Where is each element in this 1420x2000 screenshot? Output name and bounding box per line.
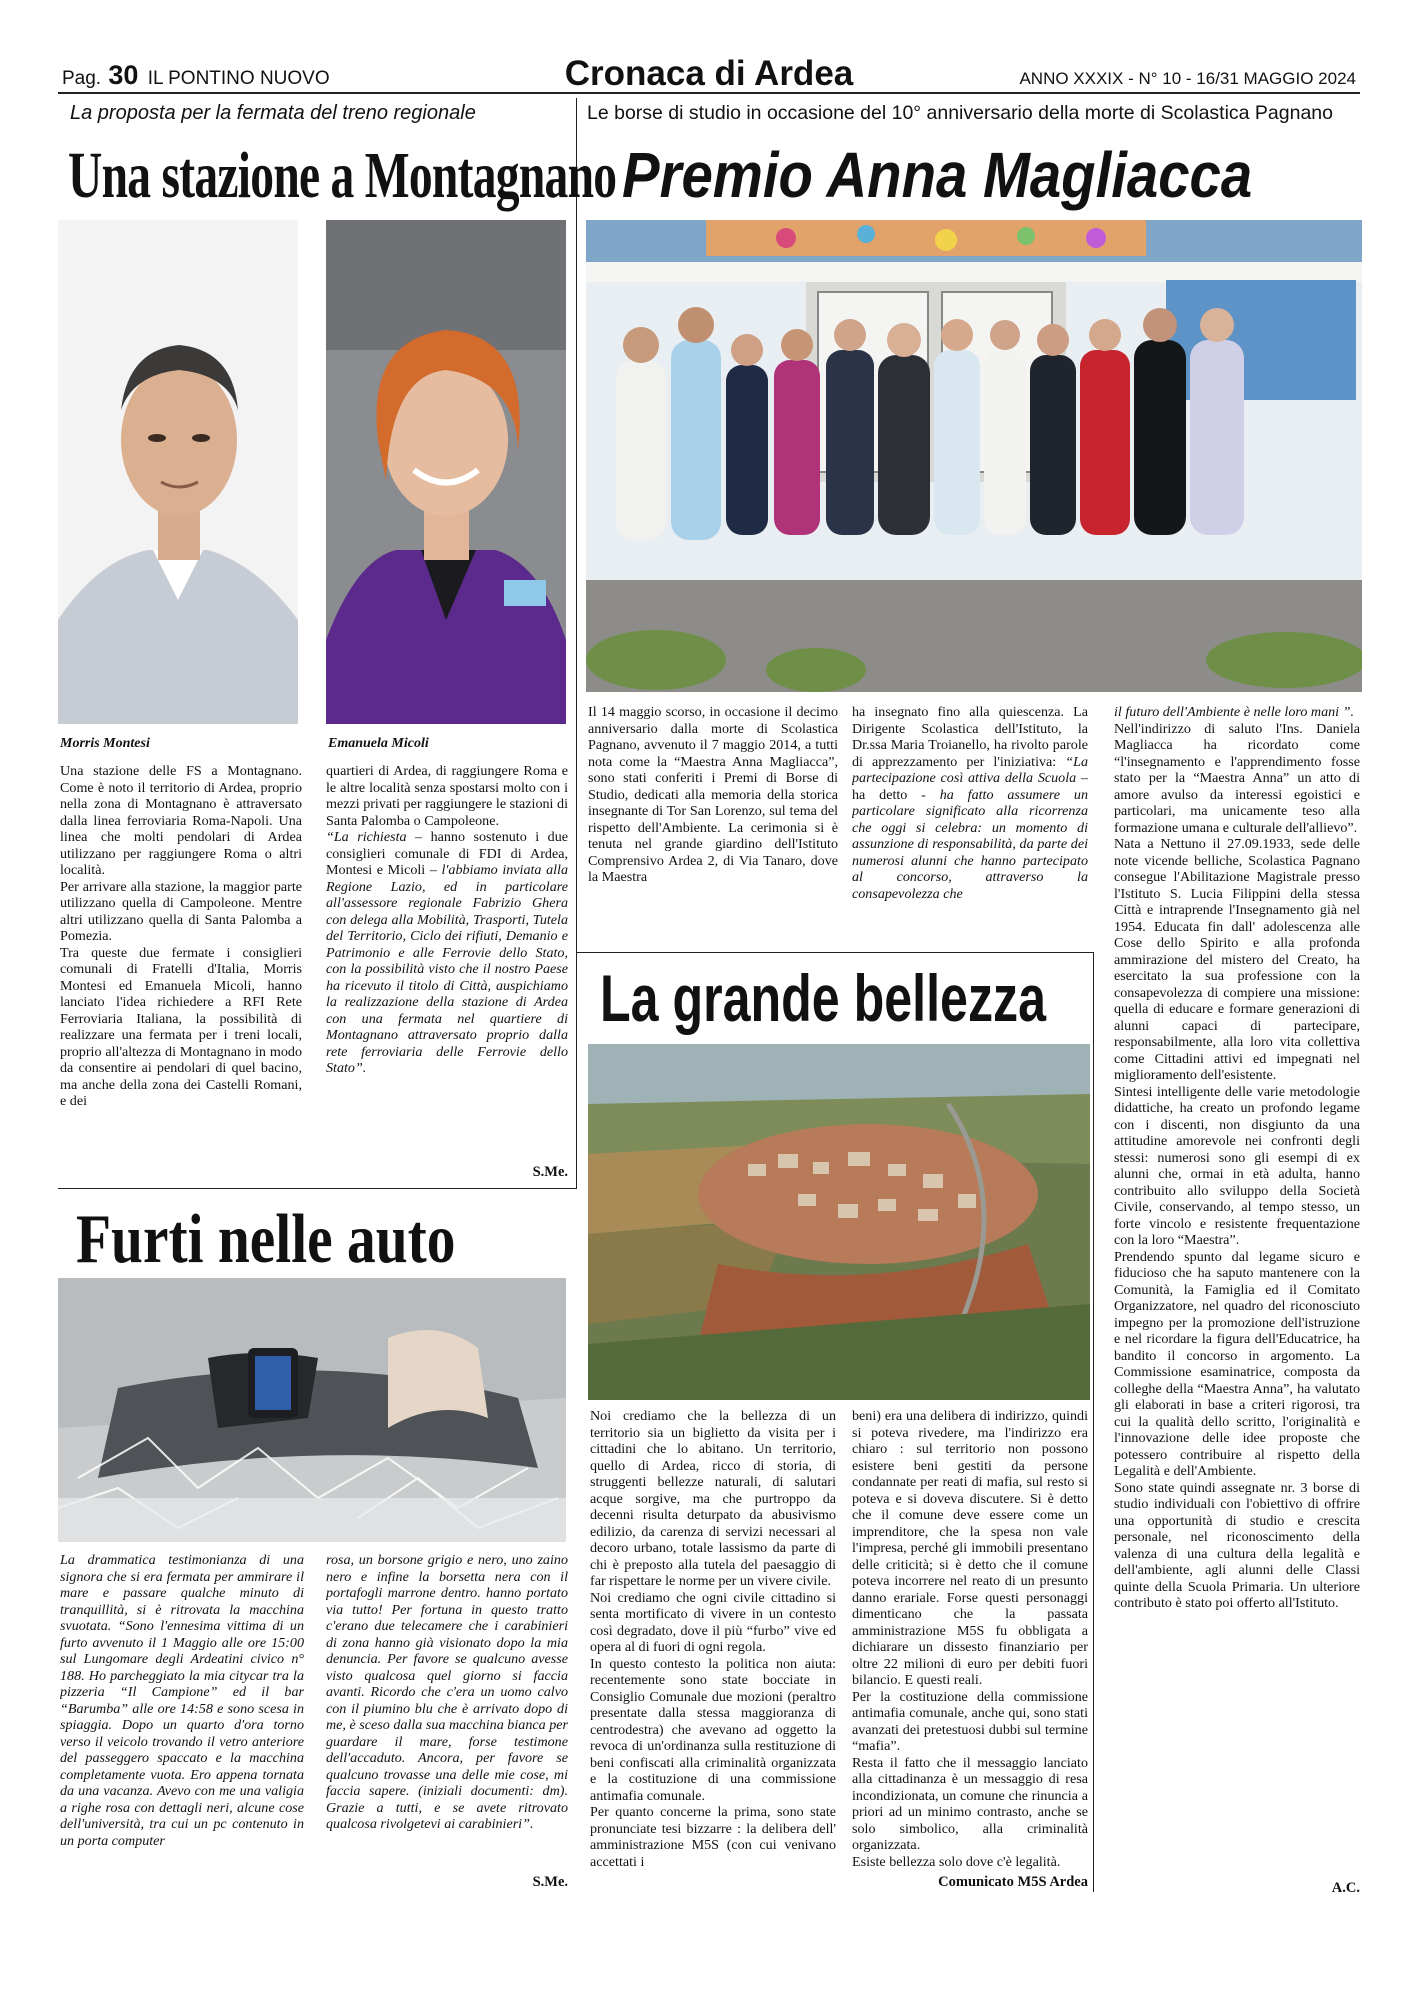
caption-emanuela-micoli: Emanuela Micoli [328,736,429,751]
column-rule [576,98,577,1188]
station-column-2 [326,763,568,1163]
paragraph: Nata a Nettuno il 27.09.1933, sede delle note vicende belliche, Scolastica Pagnano consegue l'Abilitazione Magistrale presso l'Istituto S. Lucia Filippini della stessa Città e intraprende l'Insegnamento già nel 1954. Educata fin dall' adolescenza alle Cose dello Spirito e alla profonda ammirazione del mistero del Creato, ha esercitato la sua professione con la consapevolezza di compiere una missione: quella di educare e formare generazioni di alunni capaci di partecipare, responsabilmente, alla loro vita collettiva come Cittadini attivi ed impegnati nel miglioramento dell'esistente. [1114,836,1360,1083]
photo-premio-group [586,220,1362,692]
paragraph: Nell'indirizzo di saluto l'Ins. Daniela Magliacca ha ricordato come “l'insegnamento e l'apprendimento fosse stato per la “Maestra Anna” un atto di amore avulso da interessi egoistici e particolari, ma unicamente teso alla formazione umana e culturale dell'allievo”. [1114,720,1360,836]
section-rule [576,952,1093,953]
bellezza-signature: Comunicato M5S Ardea [938,1874,1088,1890]
quote-text: “La partecipazione così attiva della Scuola [852,753,1088,786]
page-label: Pag. [62,68,102,89]
station-headline: Una stazione a Montagnano [68,139,617,212]
quote-text: ha fatto assumere un particolare significato alla ricorrenza che oggi si celebra: un momento di assunzione di responsabilità, da parte dei numerosi alunni che hanno partecipato al concorso, attraverso la consapevolezza che [852,786,1088,902]
paragraph: Tra queste due fermate i consiglieri comunali di Fratelli d'Italia, Morris Montesi ed Emanuela Micoli, hanno lanciato l'idea richiedere a RFI Rete Ferroviaria Italiana, la possibilità di realizzare una fermata per i treni locali, proprio all'altezza di Montagnano in modo da consentire ai pendolari di quel bacino, ma anche della zona dei Castelli Romani, e dei [60,944,302,1109]
furti-headline: Furti nelle auto [76,1201,456,1278]
section-rule [58,1188,577,1189]
paragraph: beni) era una delibera di indirizzo, quindi si poteva rivedere, ma l'indirizzo era chiaro : sul territorio non possono esistere beni gestiti da persone condannate per reati di mafia, sul resto si poteva e si doveva discutere. Si è detto che il comune deve essere come un imprenditore, che la spesa non vale l'impresa, perché gli immobili presentano delle criticità; si è detto che il comune poteva incorrere nel reato di un presunto danno erariale. Forse questi personaggi dimenticano che la passata amministrazione M5S fu obbligata a dichiarare un dissesto finanziario per oltre 22 milioni di euro per debiti fuori bilancio. E questi reali. [852,1408,1088,1688]
paragraph [1114,704,1360,721]
page-header [58,54,1360,94]
paragraph: rosa, un borsone grigio e nero, uno zaino nero e infine la borsetta nera con il portafogli marrone dentro. hanno portato via tutto! Per fortuna in questo tratto c'erano due telecamere che i carabinieri di zona hanno già visionato dopo la mia denuncia. Per favore se qualcuno avesse visto qualcosa quel giorno si faccia avanti. Ricordo che c'era un uomo calvo con il piumino blu che è arrivato dopo di me, è sceso dalla sua macchina bianca per guardare il mare, forse testimone dell'accaduto. Ancora, per favore se qualcuno trovasse una delle mie cose, mi faccia sapere. (iniziali documenti: dm). Grazie a tutti, e se avete ritrovato qualcosa rivolgetevi ai carabinieri”. [326,1552,568,1832]
furti-column-2 [326,1552,568,1872]
paragraph: Una stazione delle FS a Montagnano. Come è noto il territorio di Ardea, proprio nella zona di Montagnano è attraversato dalla linea ferroviaria Roma-Napoli. Una linea che molti pendolari di Ardea utilizzano per raggiungere Roma o altri località. [60,763,302,878]
paragraph-text: – ha detto - [852,770,1088,803]
paragraph: Resta il fatto che il messaggio lanciato alla cittadinanza è un messaggio di resa incondizionata, un comune che rinuncia a priori ad un minimo contrasto, anche se solo simbolico, alla criminalità organizzata. [852,1754,1088,1853]
paragraph: Prendendo spunto dal legame sicuro e fiducioso che ha saputo mantenere con la Comunità, la Famiglia ed il Comitato Organizzatore, nel quadro del riconosciuto impegno per la promozione dell'istruzione e nel ricordare la figura dell'Educatrice, ha bandito il concorso in argomento. La Commissione esaminatrice, composta da colleghe della “Maestra Anna”, ha valutato gli elaborati in base a criteri rigorosi, tra cui la qualità dello scritto, l'originalità e l'innovazione delle idee proposte che potessero contribuire al rispetto della Legalità e dell'Ambiente. [1114,1248,1360,1479]
paragraph: Noi crediamo che ogni civile cittadino si senta mortificato di vivere in un contesto così degradato, dove il più “furbo” vive ed opera al di fuori di ogni regola. [590,1589,836,1655]
photo-morris-montesi [58,220,298,724]
premio-headline: Premio Anna Magliacca [622,139,1253,211]
bellezza-column-1 [590,1408,836,1894]
paragraph: Esiste bellezza solo dove c'è legalità. [852,1853,1061,1870]
paragraph: Sintesi intelligente delle varie metodologie didattiche, ha creato un profondo legame con i discenti, non disgiunto da una attitudine amorevole nei confronti degli stessi: numerosi sono gli esempi di ex alunni che, ormai in età adulta, hanno contribuito allo sviluppo della Società Civile, conservando, al tempo stesso, un forte vincolo e resistente frequentazione con la loro “Maestra”. [1114,1083,1360,1248]
paragraph: Per quanto concerne la prima, sono state pronunciate tesi bizzarre : la delibera dell' amministrazione M5S (con cui venivano accettati i [590,1804,836,1870]
paragraph: In questo contesto la politica non aiuta: recentemente sono state bocciate in Consiglio Comunale due mozioni (peraltro presentate dalla stessa maggioranza di centrodestra) che avevano ad oggetto la revoca di un'ordinanza sulla restituzione di beni confiscati alla criminalità organizzata e la costituzione di una commissione antimafia comunale. [590,1655,836,1804]
station-kicker: La proposta per la fermata del treno regionale [70,102,476,124]
paragraph: quartieri di Ardea, di raggiungere Roma e le altre località senza spostarsi molto con i mezzi privati per raggiungere le stazioni di Santa Palomba o Campoleone. [326,763,568,829]
issue-info: ANNO XXXIX - N° 10 - 16/31 MAGGIO 2024 [1019,69,1356,88]
photo-broken-car-window [58,1278,566,1542]
paragraph: Il 14 maggio scorso, in occasione il decimo anniversario dalla morte di Scolastica Pagnano, avvenuto il 7 maggio 2014, a tutti nota come la “Maestra Anna Magliacca”, sono stati conferiti i Premi di Borse di Studio, dedicati alla memoria della storica insegnante di Tor San Lorenzo, sul tema del rispetto dell'Ambiente. La cerimonia si è tenuta nel grande giardino dell'Istituto Comprensivo Ardea 2, di Via Tanaro, dove la Maestra [588,704,838,885]
caption-morris-montesi: Morris Montesi [60,736,150,751]
paragraph: Sono state quindi assegnate nr. 3 borse di studio individuali con l'obiettivo di offrire una opportunità di studio e crescita personale, nel riconoscimento della valenza di una cultura della legalità e dell'ambiente, agli alunni delle Classi quinte della Scuola Primaria. Un ulteriore contributo è stato poi offerto all'Istituto. [1114,1479,1360,1611]
section-title: Cronaca di Ardea [564,54,854,93]
furti-column-1 [60,1552,304,1886]
premio-column-1 [588,704,838,950]
furti-signature: S.Me. [532,1874,568,1890]
station-signature: S.Me. [532,1164,568,1180]
publication-name: IL PONTINO NUOVO [147,68,330,89]
premio-column-3 [1114,704,1360,1880]
paragraph: La drammatica testimonianza di una signora che si era fermata per ammirare il mare e passare qualche minuto di tranquillità, si è ritrovata la macchina svuotata. “Sono l'ennesima vittima di un furto avvenuto il 1 Maggio alle ore 15:00 sul Lungomare degli Ardeatini civico n° 188. Ho parcheggiato la mia citycar tra la pizzeria “Il Campione” ed il bar “Barumba” alle ore 14:58 e sono scesa in spiaggia. Dopo un quarto d'ora torno verso il veicolo trovando il vetro anteriore del passeggero spaccato e la macchina completamente vuota. Ero appena tornata da una vacanza. Avevo con me una valigia a righe rosa con dettagli neri, alcune cose dell'università, tra cui un pc contenuto in un porta computer [60,1552,304,1849]
bellezza-headline: La grande bellezza [600,961,1047,1035]
quote-text: ”. [1339,704,1354,720]
paragraph-text: – hanno sostenuto i due consiglieri comunale di FDI di Ardea, Montesi e Micoli – [326,829,568,878]
photo-emanuela-micoli [326,220,566,724]
paragraph: Per la costituzione della commissione antimafia comunale, anche qui, sono stati avanzati dei pretestuosi dubbi sul termine “mafia”. [852,1688,1088,1754]
quote-text: “La richiesta [326,829,407,845]
paragraph: Noi crediamo che la bellezza di un territorio sia un biglietto da visita per i cittadini che lo abitano. Un territorio, quello di Ardea, ricco di storia, di struggenti bellezze naturali, di salutari acque sorgive, ma che purtroppo da decenni risulta deturpato da abusivismo edilizio, da carenza di servizi necessari al decoro urbano, totale lassismo da parte di chi è preposto alla tutela del paesaggio di far rispettare le norme per un vivere civile. [590,1408,836,1589]
paragraph: Per arrivare alla stazione, la maggior parte utilizzano quella di Campoleone. Mentre altri utilizzano quella di Santa Palomba a Pomezia. [60,878,302,944]
page-number: 30 [108,60,139,90]
premio-signature: A.C. [1331,1880,1360,1896]
station-column-1 [60,763,302,1181]
quote-text: l'abbiamo inviata alla Regione Lazio, ed in particolare all'assessore regionale Fabrizio Ghera con delega alla Mobilità, Trasporti, Tutela del Territorio, Ciclo dei rifiuti, Demanio e Patrimonio e alle Ferrovie dello Stato, con la possibilità visto che il nostro Paese ha ricevuto il titolo di Città, auspichiamo la realizzazione della stazione di Ardea con una fermata nel quartiere di Montagnano attraversato proprio dalla rete ferroviaria delle Ferrovie dello Stato”. [326,862,568,1076]
photo-ardea-aerial [588,1044,1090,1400]
premio-kicker: Le borse di studio in occasione del 10° anniversario della morte di Scolastica Pagnano [587,102,1333,124]
paragraph [326,829,568,1077]
premio-column-2 [852,704,1088,950]
bellezza-column-2 [852,1408,1088,1872]
paragraph [852,704,1088,902]
quote-text: il futuro dell'Ambiente è nelle loro mani [1114,704,1340,720]
column-rule [1093,952,1094,1892]
paragraph-text: ha insegnato fino alla quiescenza. La Dirigente Scolastica dell'Istituto, la Dr.ssa Maria Troianello, ha rivolto parole di apprezzamento per l'iniziativa: [852,704,1088,770]
